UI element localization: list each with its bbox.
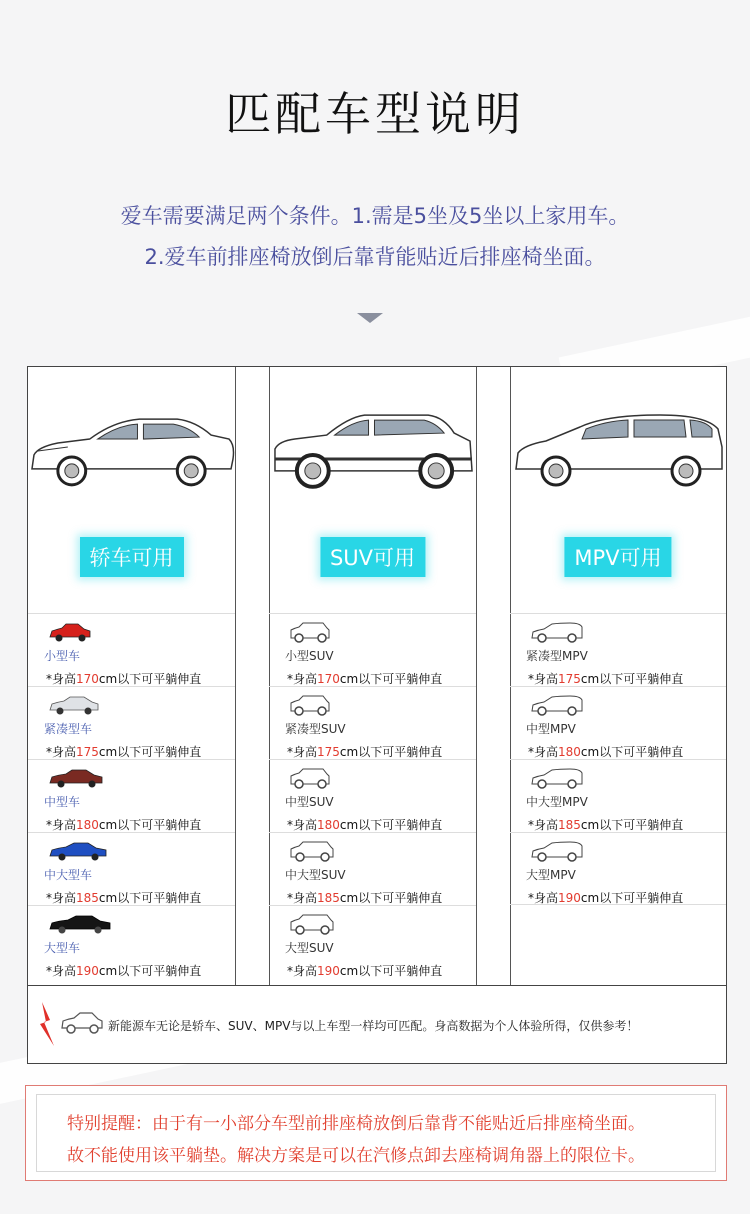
height-spec: *身高175cm以下可平躺伸直 bbox=[287, 745, 443, 759]
large-midsize-mpv-icon bbox=[530, 768, 584, 790]
height-spec: *身高190cm以下可平躺伸直 bbox=[46, 964, 202, 978]
category-label: 小型SUV bbox=[285, 649, 334, 663]
table-row bbox=[269, 905, 476, 978]
table-row bbox=[510, 613, 726, 686]
midsize-car-icon bbox=[48, 768, 104, 790]
height-spec: *身高185cm以下可平躺伸直 bbox=[46, 891, 202, 905]
table-row bbox=[269, 686, 476, 759]
sedan-rows bbox=[28, 613, 235, 978]
mpv-badge: MPV可用 bbox=[564, 537, 671, 577]
fullsize-car-icon bbox=[48, 914, 112, 936]
table-row bbox=[510, 686, 726, 759]
table-row bbox=[28, 613, 235, 686]
table-row bbox=[269, 832, 476, 905]
category-label: 小型车 bbox=[44, 649, 81, 663]
sedan-column bbox=[28, 367, 236, 985]
suv-rows bbox=[269, 613, 476, 978]
page-title: 匹配车型说明 bbox=[225, 87, 525, 141]
category-label: 中型MPV bbox=[526, 722, 576, 736]
midsize-mpv-icon bbox=[530, 695, 584, 717]
category-label: 中大型SUV bbox=[285, 868, 346, 882]
mpv-column bbox=[510, 367, 726, 985]
height-spec: *身高185cm以下可平躺伸直 bbox=[528, 818, 684, 832]
midsize-suv-icon bbox=[289, 768, 331, 790]
condition-line-1: 爱车需要满足两个条件。1.需是5坐及5坐以上家用车。 bbox=[120, 204, 630, 228]
table-row bbox=[510, 759, 726, 832]
height-spec: *身高190cm以下可平躺伸直 bbox=[287, 964, 443, 978]
height-spec: *身高175cm以下可平躺伸直 bbox=[528, 672, 684, 686]
mpv-rows bbox=[510, 613, 726, 905]
warning-inner-frame bbox=[36, 1094, 716, 1172]
category-label: 中型SUV bbox=[285, 795, 334, 809]
category-label: 大型MPV bbox=[526, 868, 576, 882]
category-label: 紧凑型SUV bbox=[285, 722, 346, 736]
small-suv-icon bbox=[289, 622, 331, 644]
height-spec: *身高170cm以下可平躺伸直 bbox=[287, 672, 443, 686]
category-label: 大型车 bbox=[44, 941, 81, 955]
warning-line-2: 故不能使用该平躺垫。解决方案是可以在汽修点卸去座椅调角器上的限位卡。 bbox=[67, 1146, 645, 1166]
column-spacer bbox=[236, 367, 270, 985]
suv-badge: SUV可用 bbox=[320, 537, 425, 577]
table-row bbox=[28, 759, 235, 832]
condition-line-2: 2.爱车前排座椅放倒后靠背能贴近后排座椅坐面。 bbox=[144, 245, 606, 269]
table-row bbox=[510, 832, 726, 905]
category-label: 中型车 bbox=[44, 795, 81, 809]
compact-suv-icon bbox=[289, 695, 331, 717]
height-spec: *身高180cm以下可平躺伸直 bbox=[46, 818, 202, 832]
table-row bbox=[269, 759, 476, 832]
category-label: 紧凑型MPV bbox=[526, 649, 588, 663]
large-midsize-car-icon bbox=[48, 841, 108, 863]
column-spacer bbox=[477, 367, 511, 985]
lightning-icon bbox=[36, 1000, 58, 1048]
table-row bbox=[269, 613, 476, 686]
suv-column bbox=[269, 367, 477, 985]
table-row bbox=[28, 905, 235, 978]
small-car-icon bbox=[48, 622, 92, 644]
fullsize-suv-icon bbox=[289, 914, 335, 936]
suv-hero-icon bbox=[269, 407, 476, 492]
mpv-hero-icon bbox=[510, 407, 726, 492]
category-label: 中大型MPV bbox=[526, 795, 588, 809]
large-midsize-suv-icon bbox=[289, 841, 335, 863]
category-label: 中大型车 bbox=[44, 868, 93, 882]
compact-car-icon bbox=[48, 695, 100, 717]
category-label: 紧凑型车 bbox=[44, 722, 93, 736]
sedan-hero-icon bbox=[28, 407, 235, 492]
category-label: 大型SUV bbox=[285, 941, 334, 955]
fullsize-mpv-icon bbox=[530, 841, 584, 863]
height-spec: *身高180cm以下可平躺伸直 bbox=[287, 818, 443, 832]
vehicle-compatibility-table bbox=[27, 366, 727, 986]
ev-car-icon bbox=[60, 1010, 104, 1036]
chevron-down-icon bbox=[357, 313, 383, 323]
compact-mpv-icon bbox=[530, 622, 584, 644]
height-spec: *身高180cm以下可平躺伸直 bbox=[528, 745, 684, 759]
warning-line-1: 特别提醒：由于有一小部分车型前排座椅放倒后靠背不能贴近后排座椅坐面。 bbox=[67, 1114, 645, 1134]
note-text: 新能源车无论是轿车、SUV、MPV与以上车型一样均可匹配。身高数据为个人体验所得，仅供参考！ bbox=[108, 1019, 639, 1033]
table-row bbox=[28, 832, 235, 905]
height-spec: *身高170cm以下可平躺伸直 bbox=[46, 672, 202, 686]
new-energy-note bbox=[27, 986, 727, 1064]
height-spec: *身高175cm以下可平躺伸直 bbox=[46, 745, 202, 759]
table-row bbox=[28, 686, 235, 759]
height-spec: *身高190cm以下可平躺伸直 bbox=[528, 891, 684, 905]
height-spec: *身高185cm以下可平躺伸直 bbox=[287, 891, 443, 905]
special-warning bbox=[25, 1085, 727, 1181]
sedan-badge: 轿车可用 bbox=[80, 537, 184, 577]
